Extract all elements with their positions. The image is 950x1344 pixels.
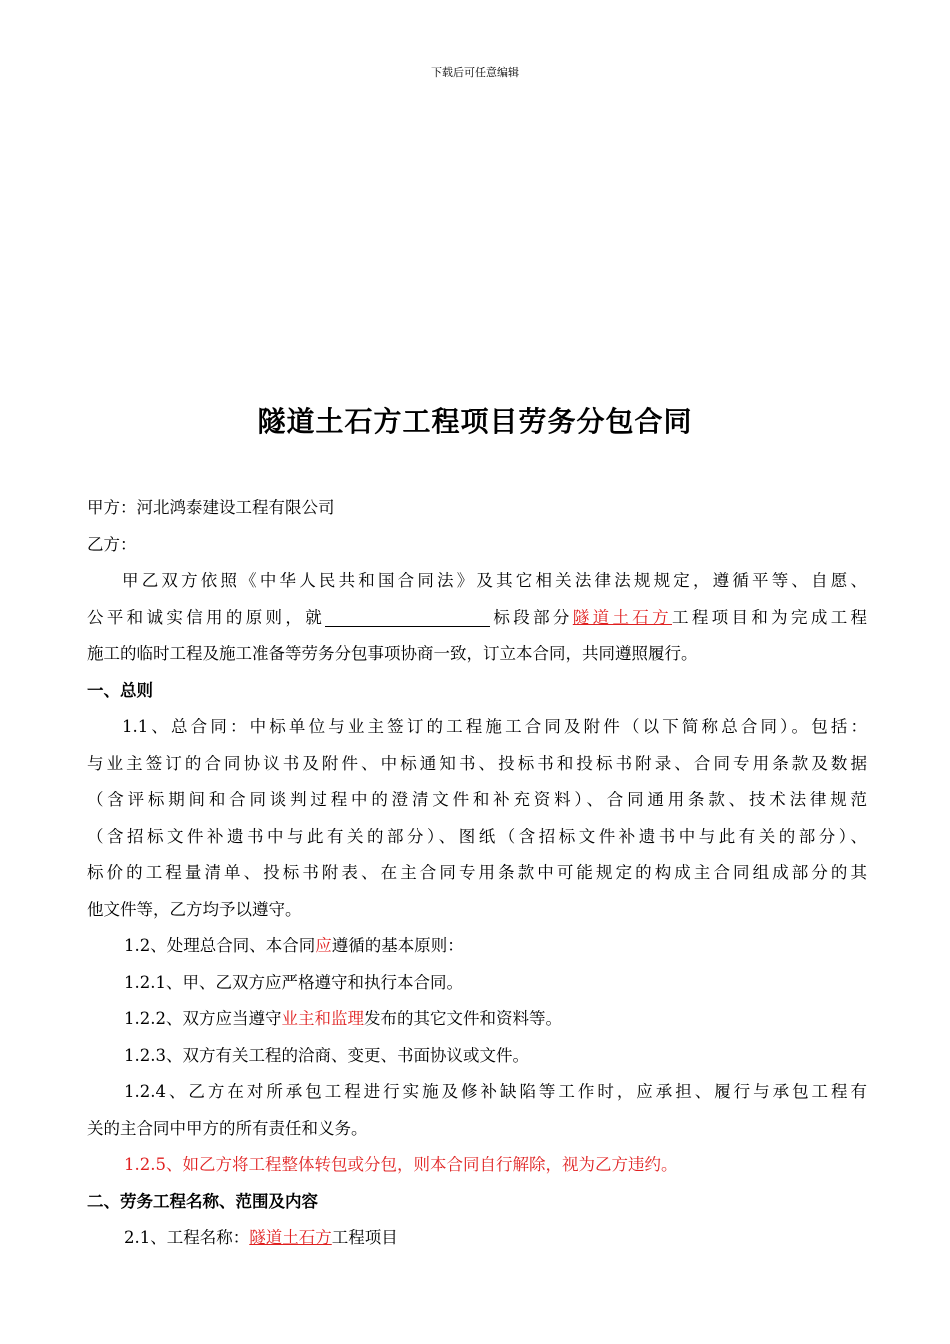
highlight-text: 应 [315,936,332,955]
paragraph-line [87,928,867,965]
intro-text: 标段部分 [490,607,573,627]
highlight-text: 业主和监理 [281,1009,364,1028]
intro-text: 工程项目和为完成工程 [671,607,868,627]
paragraph-line: 标价的工程量清单、投标书附表、在主合同专用条款中可能规定的构成主合同组成部分的其 [87,863,867,882]
paragraph-text: 工程项目 [331,1228,398,1247]
section-blank-field [325,608,490,627]
document-body [87,490,867,1257]
paragraph-line: 与业主签订的合同协议书及附件、中标通知书、投标书和投标书附录、合同专用条款及数据 [87,753,867,773]
paragraph-line [87,1220,867,1257]
paragraph-line: （含评标期间和合同谈判过程中的澄清文件和补充资料）、合同通用条款、技术法律规范 [87,790,867,809]
paragraph-line: 1.2.3、双方有关工程的洽商、变更、书面协议或文件。 [124,1045,529,1065]
paragraph-line: 关的主合同中甲方的所有责任和义务。 [87,1118,368,1138]
paragraph-line: 1.2.1、甲、乙双方应严格遵守和执行本合同。 [124,972,463,992]
header-note: 下载后可任意编辑 [431,66,519,79]
paragraph-text: 2.1、工程名称： [124,1228,250,1247]
paragraph-text: 1.2、处理总合同、本合同 [124,936,316,955]
paragraph-text: 发布的其它文件和资料等。 [363,1009,562,1028]
highlight-text: 隧道土石方 [249,1228,332,1247]
paragraph-line: 他文件等，乙方均予以遵守。 [87,899,302,919]
paragraph-line: （含招标文件补遗书中与此有关的部分）、图纸（含招标文件补遗书中与此有关的部分）、 [87,826,867,846]
party-a: 甲方：河北鸿泰建设工程有限公司 [87,498,335,517]
warning-clause: 1.2.5、如乙方将工程整体转包或分包，则本合同自行解除，视为乙方违约。 [124,1155,678,1174]
paragraph-line: 1.1、总合同：中标单位与业主签订的工程施工合同及附件（以下简称总合同）。包括： [122,717,867,736]
section-heading: 二、劳务工程名称、范围及内容 [87,1191,318,1211]
paragraph-text: 1.2.2、双方应当遵守 [124,1009,282,1028]
paragraph-line: 1.2.4、乙方在对所承包工程进行实施及修补缺陷等工作时，应承担、履行与承包工程有 [124,1082,867,1101]
intro-line-1: 甲乙双方依照《中华人民共和国合同法》及其它相关法律法规规定，遵循平等、自愿、 [122,571,867,590]
section-heading: 一、总则 [87,680,153,700]
highlight-text: 隧道土石方 [572,607,672,627]
intro-line-2 [87,600,867,637]
party-b: 乙方： [87,534,137,554]
intro-text: 公平和诚实信用的原则，就 [87,607,326,627]
paragraph-text: 遵循的基本原则： [331,936,464,955]
document-title: 隧道土石方工程项目劳务分包合同 [257,405,693,438]
paragraph-line [87,1001,867,1038]
intro-line-3: 施工的临时工程及施工准备等劳务分包事项协商一致，订立本合同，共同遵照履行。 [87,644,698,663]
